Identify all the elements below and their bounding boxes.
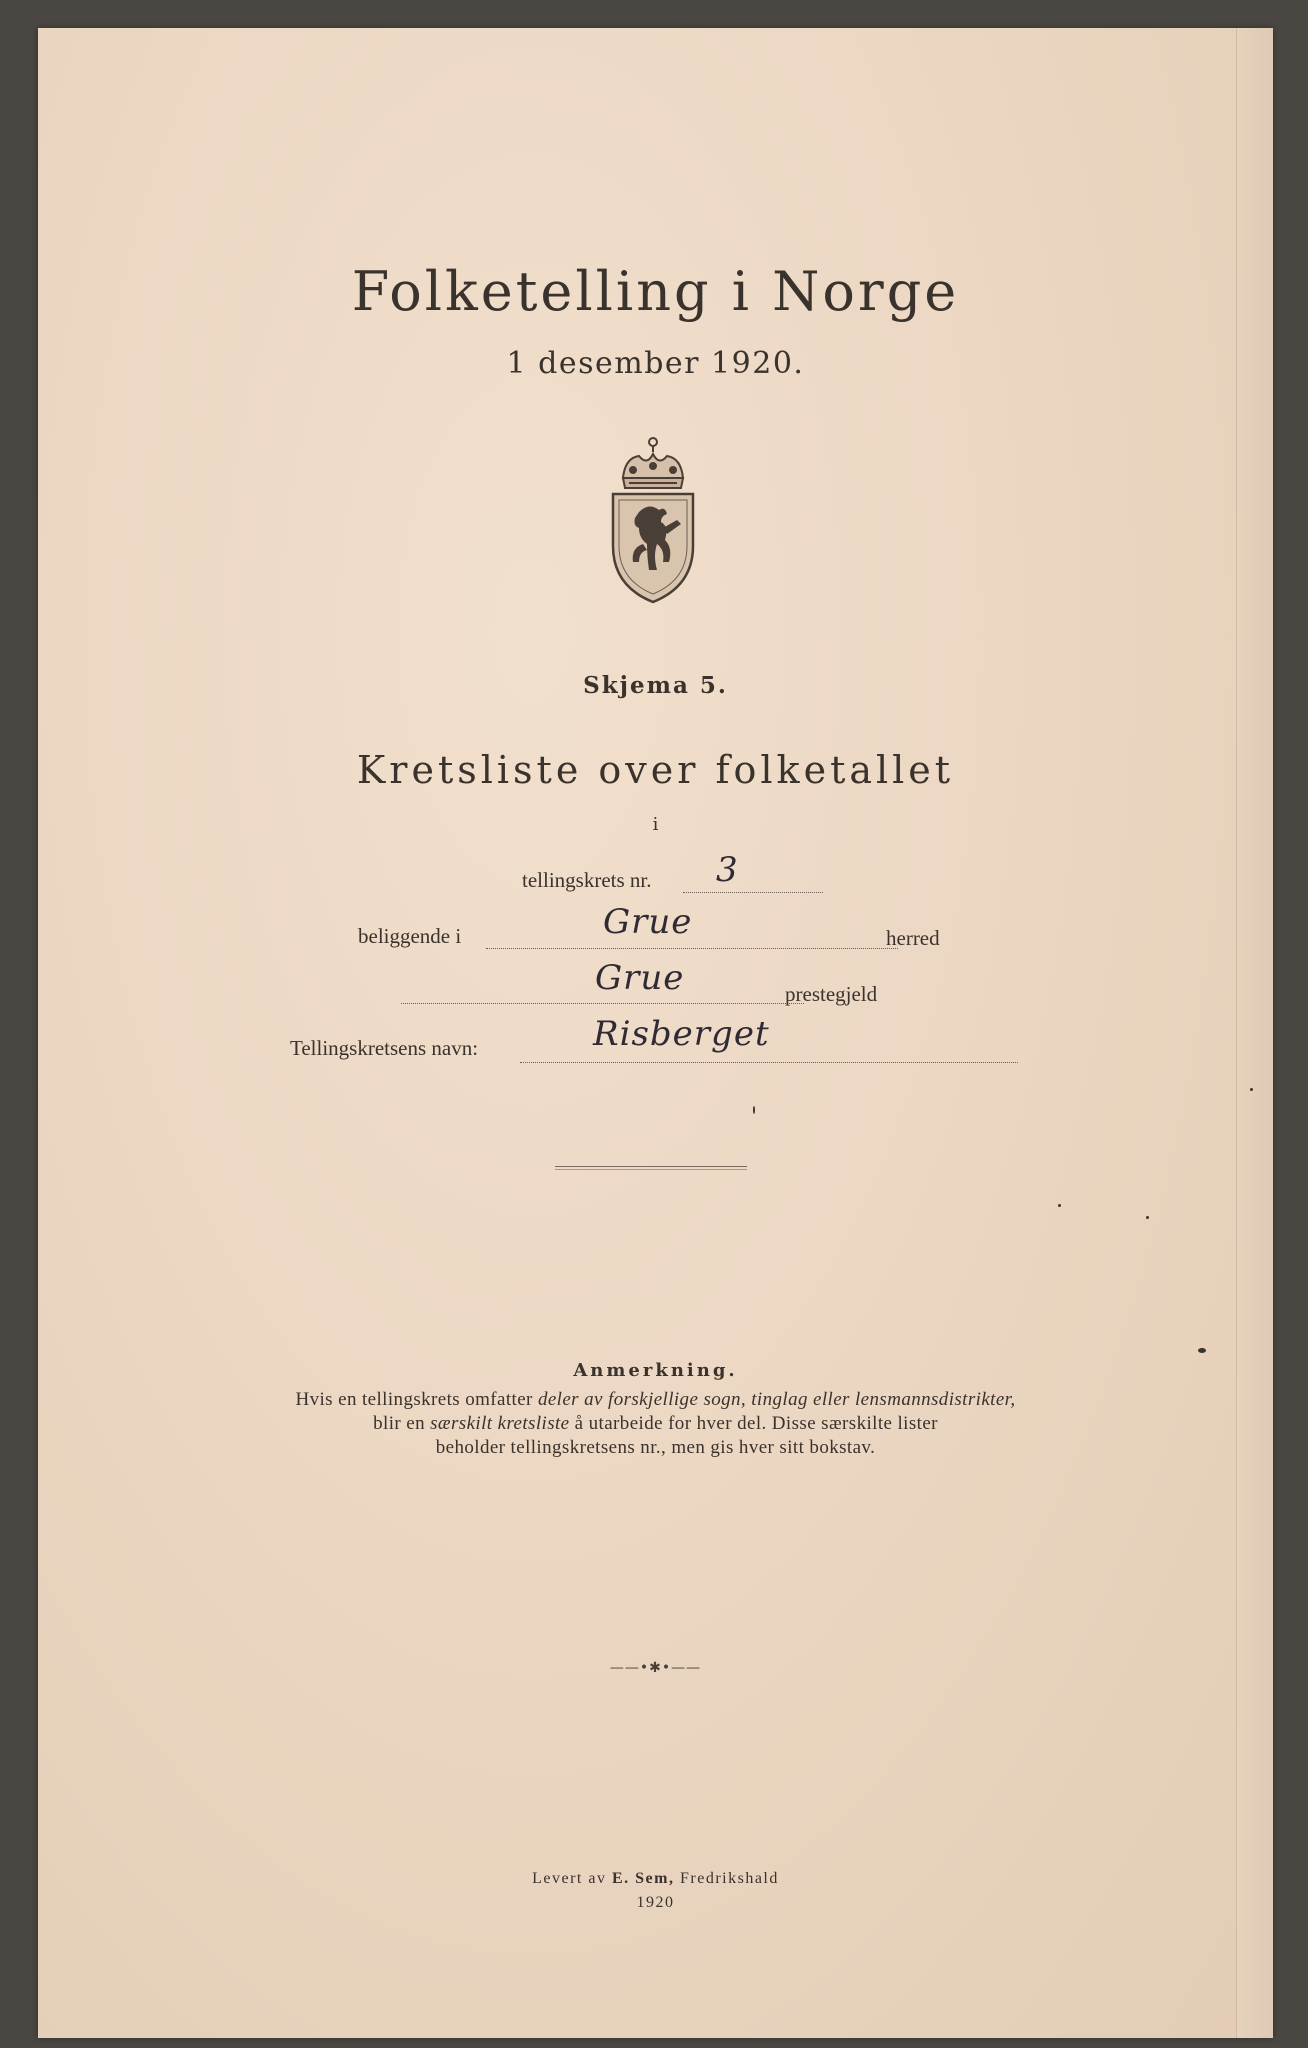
paper-speck: [1250, 1088, 1253, 1091]
note-line-2-text-b: å utarbeide for hver del. Disse særskilte lister: [569, 1413, 938, 1434]
ornament-divider: ——•✱•——: [609, 1660, 702, 1676]
printer-place: Fredrikshald: [674, 1870, 779, 1887]
census-date: 1 desember 1920.: [506, 346, 805, 381]
district-name-label: Tellingskretsens navn:: [290, 1036, 479, 1060]
printer-prefix: Levert av: [532, 1870, 612, 1887]
parish-value: Grue: [595, 958, 685, 998]
note-line-1-emphasis: deler av forskjellige sogn, tinglag eller lensmannsdistrikter,: [537, 1389, 1016, 1410]
coat-of-arms-icon: [603, 436, 703, 604]
paper-speck: [1198, 1348, 1206, 1353]
note-line-2-emphasis: særskilt kretsliste: [430, 1413, 570, 1434]
district-number-label: tellingskrets nr.: [522, 868, 652, 892]
parish-line: [401, 1003, 804, 1004]
located-in-label: beliggende i: [358, 924, 462, 948]
note-line-1: [38, 1388, 1273, 1412]
paper-speck: [1058, 1204, 1061, 1207]
note-line-1-text: Hvis en tellingskrets omfatter: [295, 1389, 538, 1410]
form-subtitle: Kretsliste over folketallet: [356, 748, 955, 792]
note-line-3: beholder tellingskretsens nr., men gis hver sitt bokstav.: [435, 1437, 876, 1458]
printer-name: E. Sem,: [611, 1870, 675, 1887]
district-number-line: [683, 892, 823, 893]
note-line-2: [38, 1412, 1273, 1436]
schema-label: Skjema 5.: [583, 672, 728, 699]
located-in-line: [486, 948, 898, 949]
district-name-line: [520, 1062, 1018, 1063]
section-divider: [555, 1166, 747, 1167]
paper-speck: [1146, 1216, 1149, 1219]
printer-year: 1920: [636, 1894, 675, 1911]
parish-label: prestegjeld: [785, 982, 878, 1006]
paper-speck: [753, 1106, 755, 1114]
page-title: Folketelling i Norge: [351, 260, 960, 323]
census-form-page: [38, 28, 1273, 2038]
note-heading: Anmerkning.: [573, 1360, 738, 1381]
located-in-value: Grue: [603, 902, 693, 942]
district-name-value: Risberget: [593, 1014, 770, 1054]
note-line-2-text-a: blir en: [373, 1413, 431, 1434]
district-number-value: 3: [716, 850, 739, 890]
preposition-label: i: [652, 814, 659, 835]
printer-credit: [38, 1870, 1273, 1888]
herred-label: herred: [886, 926, 940, 950]
page-edge-strip: [1236, 28, 1273, 2038]
